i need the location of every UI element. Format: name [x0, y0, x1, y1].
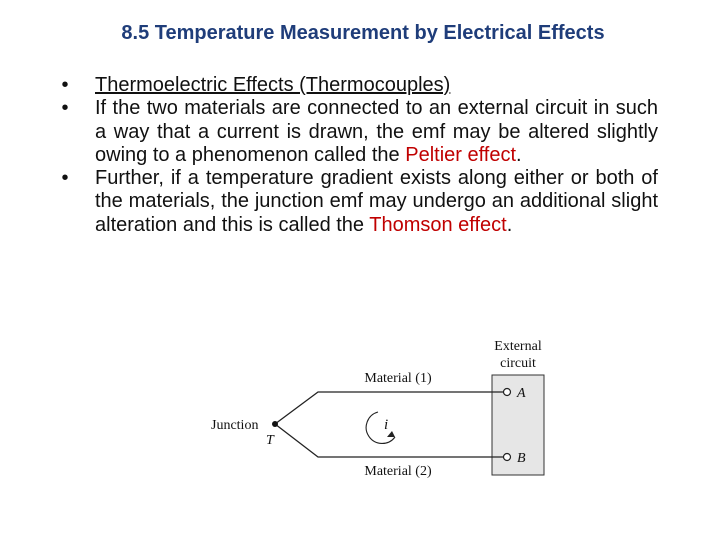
bullet-text: Thermoelectric Effects (Thermocouples)	[95, 74, 451, 96]
thomson-effect-term: Thomson effect	[369, 213, 507, 236]
bullet-text-end: .	[516, 143, 522, 166]
bullet-dot: •	[61, 74, 69, 96]
material-2-label: Material (2)	[364, 464, 432, 479]
junction-dot	[272, 421, 278, 427]
terminal-a-dot	[504, 389, 511, 396]
bullet-text: If the two materials are connected to an external circuit in such a way that a current is drawn, the emf may be altered slightly owing to a phenomenon called the	[95, 97, 658, 166]
material-2-wire	[275, 424, 503, 457]
slide-title: 8.5 Temperature Measurement by Electrical Effects	[121, 22, 605, 44]
bullet-dot: •	[61, 97, 69, 120]
external-circuit-label-line1: External	[494, 339, 542, 354]
junction-temperature-label: T	[266, 433, 274, 448]
current-label: i	[384, 417, 389, 433]
bullet-dot: •	[61, 167, 69, 190]
current-arrow-icon	[366, 412, 395, 443]
bullet-text: Further, if a temperature gradient exists along either or both of the materials, the junction emf may undergo an additional slight alteration and this is called the	[95, 167, 658, 236]
external-circuit-label-line2: circuit	[500, 356, 536, 371]
terminal-b-label: B	[517, 451, 526, 466]
terminal-a-label: A	[517, 386, 526, 401]
terminal-b-dot	[504, 454, 511, 461]
material-1-label: Material (1)	[364, 371, 432, 386]
bullet-text-end: .	[506, 213, 513, 236]
material-1-wire	[275, 392, 503, 424]
peltier-effect-term: Peltier effect	[405, 143, 517, 166]
current-arrowhead-icon	[387, 431, 395, 437]
junction-label: Junction	[211, 418, 259, 433]
